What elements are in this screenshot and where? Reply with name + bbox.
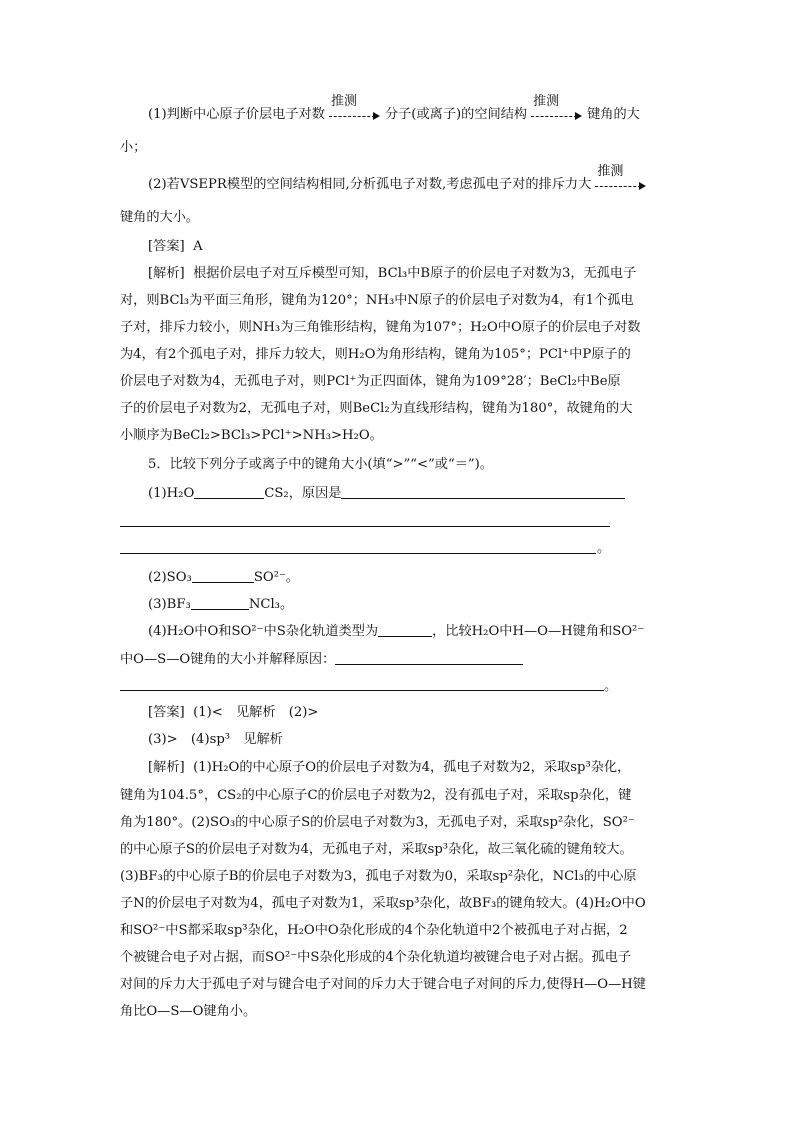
reason-blank[interactable] [341, 484, 625, 499]
rule-text: 分子(或离子)的空间结构 [384, 107, 528, 122]
q5-sub1 [148, 484, 625, 504]
infer-arrow [531, 94, 583, 125]
q4-analysis-line-4: 为4，有2个孤电子对，排斥力较大，则H₂O为角形结构，键角为105°；PCl⁺中P原子的 [120, 347, 631, 362]
q4-answer [148, 237, 203, 257]
q5-analysis-line-9: 对间的斥力大于孤电子对与键合电子对间的斥力大于键合电子对间的斥力,使得H—O—H键 [120, 977, 646, 992]
rule-line-2: 小； [120, 140, 147, 155]
arrow-label: 推测 [533, 94, 560, 109]
q5-answer-2: (3)> (4)sp³ 见解析 [148, 732, 283, 747]
q4-analysis-line-2: 对，则BCl₃为平面三角形，键角为120°；NH₃中N原子的价层电子对数为4，有1个孤电 [120, 293, 634, 308]
q5-analysis-line-1 [148, 758, 630, 778]
q4-analysis-line-3: 子对，排斥力较小，则NH₃为三角锥形结构，键角为107°；H₂O中O原子的价层电子对数 [120, 320, 641, 335]
q5-answer-1 [148, 703, 318, 723]
period: 。 [604, 679, 618, 694]
arrow-head-icon [575, 112, 582, 120]
answer-blank[interactable] [192, 568, 254, 583]
period: 。 [597, 541, 611, 556]
arrow-head-icon [639, 182, 646, 190]
sub-text: CS₂，原因是 [264, 486, 342, 501]
answer-tag: [答案] [148, 705, 185, 720]
rule-text: (1)判断中心原子价层电子对数 [148, 107, 325, 122]
answer-blank[interactable] [191, 595, 249, 610]
infer-arrow [329, 94, 381, 125]
sub-text: SO²⁻。 [253, 570, 300, 585]
rule-text: 键角的大 [587, 107, 640, 122]
q5-analysis-line-8: 个被键合电子对占据，而SO²⁻中S杂化形成的4个杂化轨道均被键合电子对占据。孤电子 [120, 950, 632, 965]
sub-text: (3)BF₃ [148, 597, 191, 612]
analysis-tag: [解析] [148, 266, 185, 281]
reason-blank-line[interactable] [120, 526, 610, 527]
sub-text: ，比较H₂O中H—O—H键角和SO²⁻ [432, 624, 645, 639]
reason-blank[interactable] [335, 650, 523, 665]
answer-value: (1)< 见解析 (2)> [193, 705, 319, 720]
q5-analysis-line-7: 和SO²⁻中S都采取sp³杂化，H₂O中O杂化形成的4个杂化轨道中2个被孤电子对占据，2 [120, 923, 628, 938]
q5-analysis-line-3: 角为180°。(2)SO₃的中心原子S的价层电子对数为3，无孤电子对，采取sp²杂化，SO²⁻ [120, 815, 635, 830]
answer-blank[interactable] [194, 484, 264, 499]
sub-text: NCl₃。 [248, 597, 294, 612]
q5-analysis-line-4: 的中心原子S的价层电子对数为4，无孤电子对，采取sp³杂化，故三氧化硫的键角较大。 [120, 842, 633, 857]
q4-analysis-line-1 [148, 264, 636, 284]
q5-analysis-line-5: (3)BF₃的中心原子B的价层电子对数为3，孤电子对数为0，采取sp²杂化，NCl₃的中心原 [120, 869, 637, 884]
q4-analysis-line-7: 小顺序为BeCl₂>BCl₃>PCl⁺>NH₃>H₂O。 [120, 428, 383, 443]
q4-analysis-line-5: 价层电子对数为4，无孤电子对，则PCl⁺为正四面体，键角为109°28′；BeCl₂中Be原 [120, 374, 621, 389]
sub-text: (2)SO₃ [148, 570, 192, 585]
reason-blank-line[interactable] [120, 553, 596, 554]
q5-analysis-line-10: 角比O—S—O键角小。 [120, 1004, 257, 1019]
q5-analysis-line-6: 子N的价层电子对数为4，孤电子对数为1，采取sp³杂化，故BF₃的键角较大。(4)H₂O中O [120, 896, 646, 911]
q5-analysis-line-2: 键角为104.5°，CS₂的中心原子C的价层电子对数为2，没有孤电子对，采取sp杂化，键 [120, 788, 632, 803]
q4-analysis-line-6: 子的价层电子对数为2，无孤电子对，则BeCl₂为直线形结构，键角为180°，故键角的大 [120, 401, 633, 416]
rule-text: (2)若VSEPR模型的空间结构相同,分析孤电子对数,考虑孤电子对的排斥力大 [148, 177, 592, 192]
q5-sub4-cont [120, 650, 523, 670]
arrow-label: 推测 [597, 164, 624, 179]
analysis-text: (1)H₂O的中心原子O的价层电子对数为4，孤电子对数为2，采取sp³杂化， [193, 760, 631, 775]
analysis-tag: [解析] [148, 760, 185, 775]
analysis-text: 根据价层电子对互斥模型可知，BCl₃中B原子的价层电子对数为3，无孤电子 [193, 266, 637, 281]
arrow-label: 推测 [330, 94, 357, 109]
rule-line-1 [148, 94, 640, 125]
answer-value: A [193, 239, 203, 254]
answer-tag: [答案] [148, 239, 185, 254]
arrow-head-icon [373, 112, 380, 120]
sub-text: 中O—S—O键角的大小并解释原因： [120, 652, 336, 667]
rule-line-4: 键角的大小。 [120, 210, 200, 225]
q5-sub3 [148, 595, 293, 615]
answer-blank[interactable] [378, 622, 432, 637]
q5-sub2 [148, 568, 299, 588]
sub-text: (4)H₂O中O和SO²⁻中S杂化轨道类型为 [148, 624, 379, 639]
reason-blank-line[interactable] [120, 690, 604, 691]
q5-stem: 5．比较下列分子或离子中的键角大小(填“>”“<”或“＝”)。 [148, 457, 493, 472]
rule-line-3 [148, 164, 651, 195]
infer-arrow [595, 164, 647, 195]
q5-sub4 [148, 622, 644, 642]
sub-text: (1)H₂O [148, 486, 195, 501]
